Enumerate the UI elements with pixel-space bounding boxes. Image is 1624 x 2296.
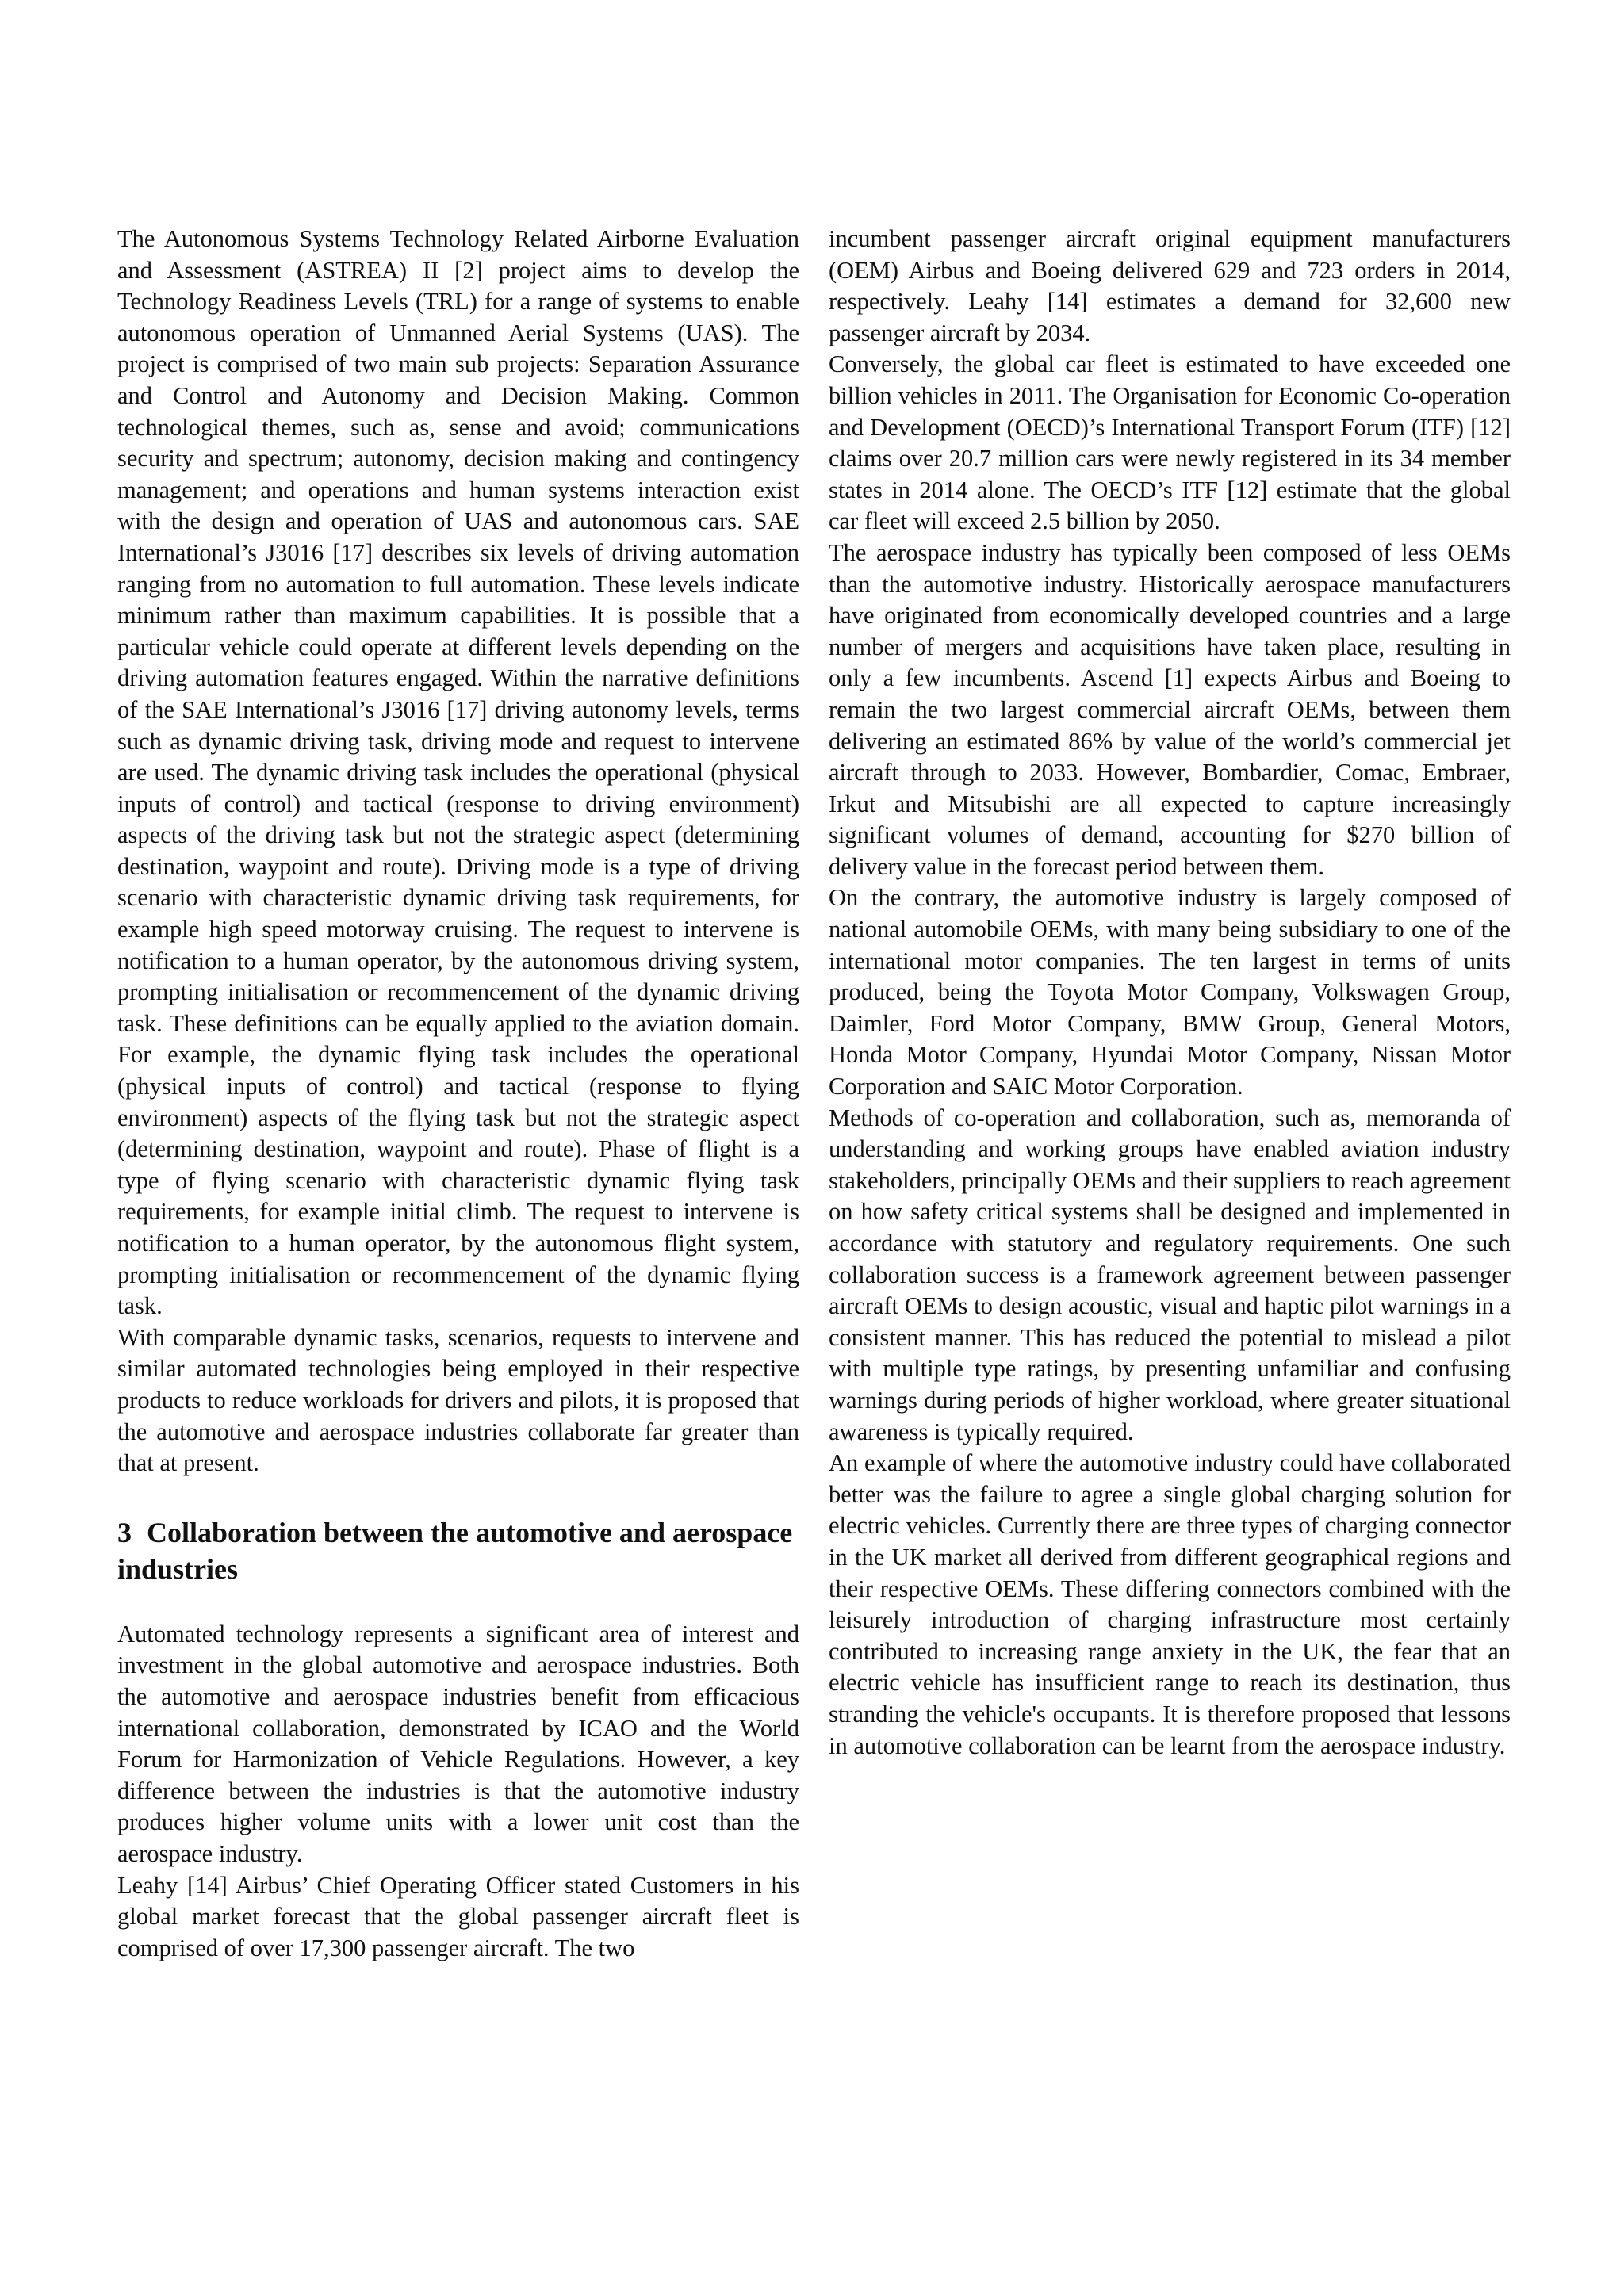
section-number: 3 — [117, 1516, 132, 1548]
paragraph-automated-technology: Automated technology represents a significant area of interest and investment in the global automotive and aerospace industries. Both the automotive and aerospace industries benefit from efficacious international collaboration, demonstrated by ICAO and the World Forum for Harmonization of Vehicle Regulations. However, a key difference between the industries is that the automotive industry produces higher volume units with a lower unit cost than the aerospace industry. — [117, 1620, 799, 1867]
paragraph-comparable-tasks: With comparable dynamic tasks, scenarios, requests to intervene and similar automated technologies being employed in their respective products to reduce workloads for drivers and pilots, it is proposed that the automotive and aerospace industries collaborate far greater than that at present. — [117, 1323, 799, 1477]
paragraph-leahy-forecast: Leahy [14] Airbus’ Chief Operating Officer stated Customers in his global market forecast that the global passenger aircraft fleet is comprised of over 17,300 passenger aircraft. The two — [117, 1871, 799, 1961]
section-heading — [117, 1514, 799, 1587]
paragraph-incumbent-oems: incumbent passenger aircraft original equipment manufacturers (OEM) Airbus and Boeing delivered 629 and 723 orders in 2014, respectively. Leahy [14] estimates a demand for 32,600 new passenger aircraft by 2034. — [829, 225, 1511, 346]
paragraph-automotive-oems: On the contrary, the automotive industry is largely composed of national automobile OEMs, with many being subsidiary to one of the international motor companies. The ten largest in terms of units produced, being the Toyota Motor Company, Volkswagen Group, Daimler, Ford Motor Company, BMW Group, General Motors, Honda Motor Company, Hyundai Motor Company, Nissan Motor Corporation and SAIC Motor Corporation. — [829, 884, 1511, 1100]
right-column — [829, 224, 1511, 1762]
paragraph-cooperation-methods: Methods of co-operation and collaboration, such as, memoranda of understanding and working groups have enabled aviation industry stakeholders, principally OEMs and their suppliers to reach agreement on how safety critical systems shall be designed and implemented in accordance with statutory and regulatory requirements. One such collaboration success is a framework agreement between passenger aircraft OEMs to design acoustic, visual and haptic pilot warnings in a consistent manner. This has reduced the potential to mislead a pilot with multiple type ratings, by presenting unfamiliar and confusing warnings during periods of higher workload, where greater situational awareness is typically required. — [829, 1104, 1511, 1445]
left-column — [117, 224, 799, 1964]
paragraph-aerospace-oems: The aerospace industry has typically been composed of less OEMs than the automotive industry. Historically aerospace manufacturers have originated from economically developed countries and a large number of mergers and acquisitions have taken place, resulting in only a few incumbents. Ascend [1] expects Airbus and Boeing to remain the two largest commercial aircraft OEMs, between them delivering an estimated 86% by value of the world’s commercial jet aircraft through to 2033. However, Bombardier, Comac, Embraer, Irkut and Mitsubishi are all expected to capture increasingly significant volumes of demand, accounting for $270 billion of delivery value in the forecast period between them. — [829, 538, 1511, 880]
paragraph-astrea-project: The Autonomous Systems Technology Related Airborne Evaluation and Assessment (ASTREA) II [2] project aims to develop the Technology Readiness Levels (TRL) for a range of systems to enable autonomous operation of Unmanned Aerial Systems (UAS). The project is comprised of two main sub projects: Separation Assurance and Control and Autonomy and Decision Making. Common technological themes, such as, sense and avoid; communications security and spectrum; autonomy, decision making and contingency management; and operations and human systems interaction exist with the design and operation of UAS and autonomous cars. SAE International’s J3016 [17] describes six levels of driving automation ranging from no automation to full automation. These levels indicate minimum rather than maximum capabilities. It is possible that a particular vehicle could operate at different levels depending on the driving automation features engaged. Within the narrative definitions of the SAE International’s J3016 [17] driving autonomy levels, terms such as dynamic driving task, driving mode and request to intervene are used. The dynamic driving task includes the operational (physical inputs of control) and tactical (response to driving environment) aspects of the driving task but not the strategic aspect (determining destination, waypoint and route). Driving mode is a type of driving scenario with characteristic dynamic driving task requirements, for example high speed motorway cruising. The request to intervene is notification to a human operator, by the autonomous driving system, prompting initialisation or recommencement of the dynamic driving task. These definitions can be equally applied to the aviation domain. For example, the dynamic flying task includes the operational (physical inputs of control) and tactical (response to flying environment) aspects of the flying task but not the strategic aspect (determining destination, waypoint and route). Phase of flight is a type of flying scenario with characteristic dynamic flying task requirements, for example initial climb. The request to intervene is notification to a human operator, by the autonomous flight system, prompting initialisation or recommencement of the dynamic flying task. — [117, 225, 799, 1320]
section-title: Collaboration between the automotive and aerospace industries — [117, 1516, 793, 1585]
paragraph-global-car-fleet: Conversely, the global car fleet is estimated to have exceeded one billion vehicles in 2011. The Organisation for Economic Co-operation and Development (OECD)’s International Transport Forum (ITF) [12] claims over 20.7 million cars were newly registered in its 34 member states in 2014 alone. The OECD’s ITF [12] estimate that the global car fleet will exceed 2.5 billion by 2050. — [829, 350, 1511, 535]
paragraph-charging-example: An example of where the automotive industry could have collaborated better was the failure to agree a single global charging solution for electric vehicles. Currently there are three types of charging connector in the UK market all derived from different geographical regions and their respective OEMs. These differing connectors combined with the leisurely introduction of charging infrastructure most certainly contributed to increasing range anxiety in the UK, the fear that an electric vehicle has insufficient range to reach its destination, thus stranding the vehicle's occupants. It is therefore proposed that lessons in automotive collaboration can be learnt from the aerospace industry. — [829, 1449, 1511, 1759]
